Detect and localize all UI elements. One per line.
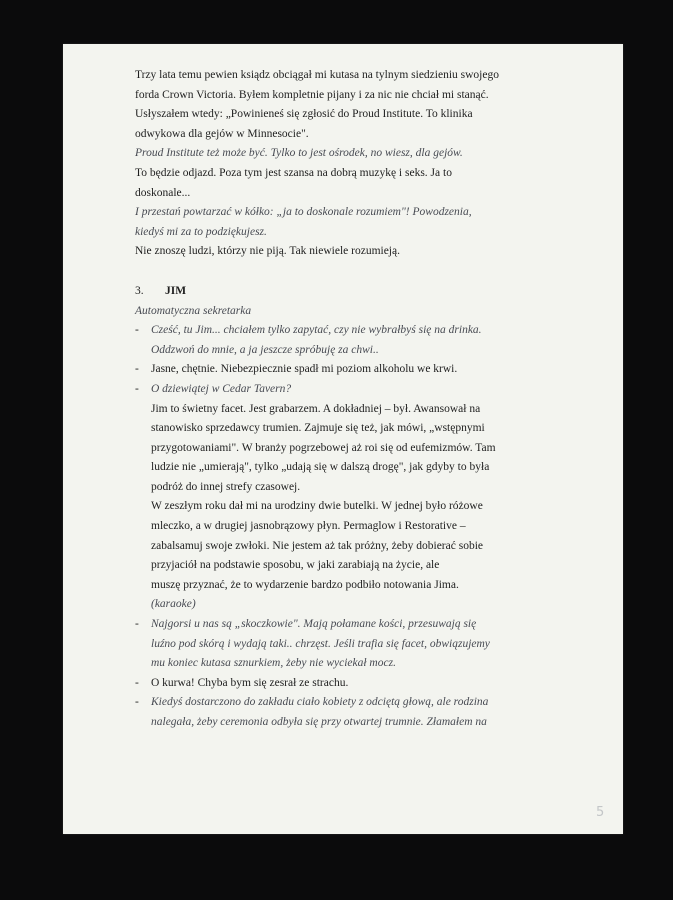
scene-number: 3.	[135, 284, 144, 297]
text-line: przyjaciół na podstawie sposobu, w jaki zarabiają na życie, ale	[151, 559, 440, 572]
dialogue-text: nalegała, żeby ceremonia odbyła się przy otwartej trumnie. Złamałem na	[151, 716, 487, 728]
page-number: 5	[596, 805, 605, 820]
text-line: podróż do innej strefy czasowej.	[151, 480, 301, 493]
dialogue-line	[135, 615, 535, 635]
text-line: Usłyszałem wtedy: „Powinieneś się zgłosić do Proud Institute. To klinika	[135, 108, 473, 121]
dialogue-text: O kurwa! Chyba bym się zesrał ze strachu.	[151, 676, 349, 689]
text-line: Nie znoszę ludzi, którzy nie piją. Tak niewiele rozumieją.	[135, 245, 400, 258]
dialogue-text: Jasne, chętnie. Niebezpiecznie spadł mi poziom alkoholu we krwi.	[151, 363, 458, 376]
dialogue-block	[135, 321, 535, 399]
spacer	[135, 262, 535, 282]
dialogue-dash: -	[135, 382, 139, 395]
intro-block	[135, 66, 535, 262]
text-line: W zeszłym roku dał mi na urodziny dwie butelki. W jednej było różowe	[151, 500, 483, 513]
dialogue-text: Oddzwoń do mnie, a ja jeszcze spróbuję za chwi..	[151, 343, 379, 356]
text-line: przygotowaniami". W branży pogrzebowej aż roi się od eufemizmów. Tam	[151, 441, 496, 454]
text-line: Proud Institute też może być. Tylko to jest ośrodek, no wiesz, dla gejów.	[135, 147, 463, 160]
text-line: forda Crown Victoria. Byłem kompletnie pijany i za nic nie chciał mi stanąć.	[135, 88, 489, 101]
dialogue-line	[135, 360, 535, 380]
scene-heading	[135, 282, 535, 302]
text-line: zabalsamuj swoje zwłoki. Nie jestem aż tak próżny, żeby dobierać sobie	[151, 539, 483, 552]
scene-name: JIM	[165, 284, 187, 297]
text-line: odwykowa dla gejów w Minnesocie".	[135, 127, 309, 140]
text-line: I przestań powtarzać w kółko: „ja to doskonale rozumiem"! Powodzenia,	[135, 206, 472, 219]
dialogue-text: O dziewiątej w Cedar Tavern?	[151, 382, 292, 395]
text-line: Jim to świetny facet. Jest grabarzem. A dokładniej – był. Awansował na	[151, 402, 481, 415]
text-line: Trzy lata temu pewien ksiądz obciągał mi kutasa na tylnym siedzieniu swojego	[135, 69, 499, 81]
dialogue-dash: -	[135, 676, 139, 689]
dialogue-block-2	[135, 615, 535, 733]
dialogue-dash: -	[135, 363, 139, 376]
dialogue-dash: -	[135, 696, 139, 709]
dialogue-line	[135, 380, 535, 400]
dialogue-line	[135, 341, 535, 361]
dialogue-text: luźno pod skórą i wydają taki.. chrzęst. Jeśli trafia się facet, obwiązujemy	[151, 637, 490, 650]
text-line: To będzie odjazd. Poza tym jest szansa na dobrą muzykę i seks. Ja to	[135, 166, 452, 179]
dialogue-line	[135, 654, 535, 674]
dialogue-text: mu koniec kutasa sznurkiem, żeby nie wyciekał mocz.	[151, 657, 396, 670]
dialogue-line	[135, 674, 535, 694]
text-line: stanowisko sprzedawcy trumien. Zajmuje się też, jak mówi, „wstępnymi	[151, 422, 485, 435]
dialogue-text: Kiedyś dostarczono do zakładu ciało kobiety z odciętą głową, ale rodzina	[151, 696, 489, 709]
text-line: mleczko, a w drugiej jasnobrązowy płyn. Permaglow i Restorative –	[151, 520, 466, 533]
text-line: muszę przyznać, że to wydarzenie bardzo podbiło notowania Jima.	[151, 578, 459, 591]
text-line: ludzie nie „umierają", tylko „udają się w dalszą drogę", jak gdyby to była	[151, 461, 490, 474]
stage-direction: Automatyczna sekretarka	[135, 304, 252, 317]
dialogue-line	[135, 713, 535, 733]
text-line: (karaoke)	[151, 598, 196, 611]
dialogue-line	[135, 693, 535, 713]
dialogue-text: Cześć, tu Jim... chciałem tylko zapytać, czy nie wybrałbyś się na drinka.	[151, 324, 482, 337]
dialogue-line	[135, 635, 535, 655]
monologue-block	[135, 400, 535, 616]
dialogue-text: Najgorsi u nas są „skoczkowie". Mają połamane kości, przesuwają się	[151, 618, 477, 631]
text-line: doskonale...	[135, 186, 191, 199]
dialogue-dash: -	[135, 324, 139, 337]
dialogue-line	[135, 321, 535, 341]
dialogue-dash: -	[135, 618, 139, 631]
script-text	[135, 66, 535, 733]
text-line: kiedyś mi za to podziękujesz.	[135, 225, 267, 238]
